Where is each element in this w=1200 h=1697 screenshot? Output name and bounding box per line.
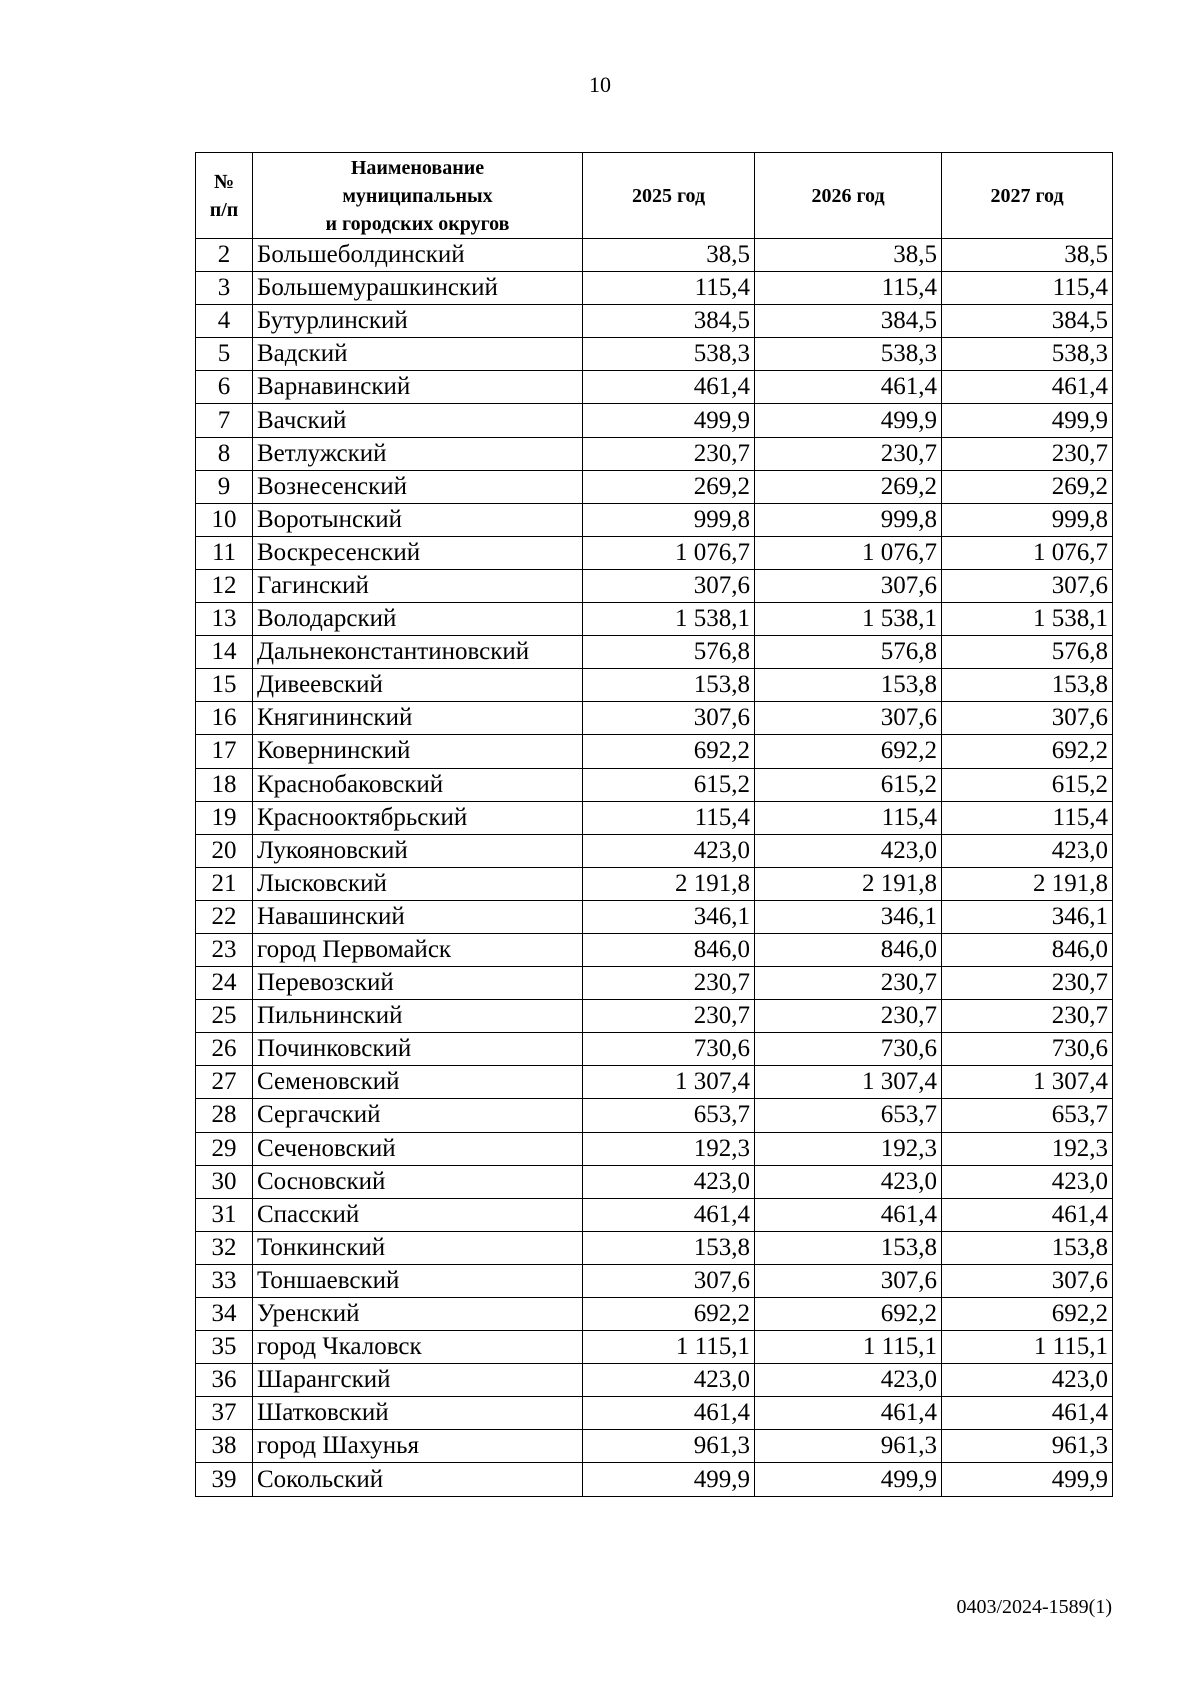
value-2025: 692,2: [583, 735, 755, 768]
row-number: 18: [196, 768, 253, 801]
value-2026: 576,8: [755, 636, 942, 669]
table-row: [196, 1463, 1113, 1496]
row-number: 16: [196, 702, 253, 735]
value-2027: 615,2: [942, 768, 1113, 801]
row-number: 23: [196, 933, 253, 966]
value-2027: 499,9: [942, 404, 1113, 437]
table-row: [196, 669, 1113, 702]
row-number: 8: [196, 437, 253, 470]
municipality-name: Сергачский: [253, 1099, 583, 1132]
value-2026: 961,3: [755, 1430, 942, 1463]
row-number: 24: [196, 967, 253, 1000]
value-2026: 692,2: [755, 1298, 942, 1331]
value-2025: 423,0: [583, 1364, 755, 1397]
table-row: [196, 702, 1113, 735]
municipality-name: Вознесенский: [253, 470, 583, 503]
row-number: 33: [196, 1264, 253, 1297]
row-number: 5: [196, 338, 253, 371]
table-row: [196, 470, 1113, 503]
value-2027: 999,8: [942, 503, 1113, 536]
value-2026: 461,4: [755, 1198, 942, 1231]
header-year-2026: 2026 год: [755, 153, 942, 239]
value-2025: 230,7: [583, 1000, 755, 1033]
value-2025: 653,7: [583, 1099, 755, 1132]
value-2027: 115,4: [942, 272, 1113, 305]
table-row: [196, 437, 1113, 470]
row-number: 7: [196, 404, 253, 437]
header-row: [196, 153, 1113, 239]
table-row: [196, 404, 1113, 437]
table-row: [196, 239, 1113, 272]
value-2025: 1 115,1: [583, 1331, 755, 1364]
municipality-name: Сеченовский: [253, 1132, 583, 1165]
municipality-name: Лысковский: [253, 867, 583, 900]
municipality-name: город Шахунья: [253, 1430, 583, 1463]
municipality-name: Дивеевский: [253, 669, 583, 702]
value-2025: 538,3: [583, 338, 755, 371]
row-number: 26: [196, 1033, 253, 1066]
municipality-name: Княгининский: [253, 702, 583, 735]
municipality-name: Бутурлинский: [253, 305, 583, 338]
row-number: 32: [196, 1231, 253, 1264]
table-row: [196, 967, 1113, 1000]
municipality-name: Навашинский: [253, 900, 583, 933]
table-row: [196, 834, 1113, 867]
row-number: 29: [196, 1132, 253, 1165]
document-code: 0403/2024-1589(1): [956, 1596, 1112, 1618]
value-2027: 1 076,7: [942, 536, 1113, 569]
value-2026: 423,0: [755, 834, 942, 867]
value-2027: 692,2: [942, 1298, 1113, 1331]
value-2026: 153,8: [755, 1231, 942, 1264]
municipality-name: Сосновский: [253, 1165, 583, 1198]
table-header: [196, 153, 1113, 239]
row-number: 20: [196, 834, 253, 867]
row-number: 39: [196, 1463, 253, 1496]
table-row: [196, 1000, 1113, 1033]
header-name-line: Наименование: [350, 156, 485, 179]
row-number: 10: [196, 503, 253, 536]
municipality-name: Вадский: [253, 338, 583, 371]
municipality-name: Ковернинский: [253, 735, 583, 768]
value-2027: 269,2: [942, 470, 1113, 503]
table-body: [196, 239, 1113, 1497]
row-number: 14: [196, 636, 253, 669]
value-2025: 38,5: [583, 239, 755, 272]
table-row: [196, 735, 1113, 768]
municipality-name: Семеновский: [253, 1066, 583, 1099]
municipality-name: Володарский: [253, 603, 583, 636]
value-2027: 461,4: [942, 371, 1113, 404]
value-2025: 269,2: [583, 470, 755, 503]
municipality-name: Дальнеконстантиновский: [253, 636, 583, 669]
table-row: [196, 338, 1113, 371]
value-2026: 192,3: [755, 1132, 942, 1165]
value-2025: 1 538,1: [583, 603, 755, 636]
value-2026: 1 076,7: [755, 536, 942, 569]
municipality-name: Краснооктябрьский: [253, 801, 583, 834]
row-number: 34: [196, 1298, 253, 1331]
row-number: 19: [196, 801, 253, 834]
municipality-name: Уренский: [253, 1298, 583, 1331]
value-2027: 384,5: [942, 305, 1113, 338]
page-number: 10: [589, 72, 611, 97]
value-2025: 423,0: [583, 834, 755, 867]
value-2025: 1 307,4: [583, 1066, 755, 1099]
value-2027: 499,9: [942, 1463, 1113, 1496]
row-number: 22: [196, 900, 253, 933]
value-2025: 1 076,7: [583, 536, 755, 569]
row-number: 36: [196, 1364, 253, 1397]
header-number-abbr: п/п: [209, 198, 239, 221]
value-2026: 346,1: [755, 900, 942, 933]
municipality-name: Сокольский: [253, 1463, 583, 1496]
municipality-name: Пильнинский: [253, 1000, 583, 1033]
row-number: 25: [196, 1000, 253, 1033]
table-row: [196, 371, 1113, 404]
value-2027: 153,8: [942, 1231, 1113, 1264]
municipality-name: город Первомайск: [253, 933, 583, 966]
row-number: 6: [196, 371, 253, 404]
table-row: [196, 768, 1113, 801]
value-2027: 153,8: [942, 669, 1113, 702]
value-2027: 423,0: [942, 1165, 1113, 1198]
value-2026: 692,2: [755, 735, 942, 768]
value-2026: 38,5: [755, 239, 942, 272]
table-row: [196, 1165, 1113, 1198]
municipality-name: город Чкаловск: [253, 1331, 583, 1364]
value-2025: 153,8: [583, 669, 755, 702]
value-2027: 692,2: [942, 735, 1113, 768]
row-number: 12: [196, 569, 253, 602]
value-2026: 461,4: [755, 371, 942, 404]
table-row: [196, 1066, 1113, 1099]
value-2027: 653,7: [942, 1099, 1113, 1132]
value-2026: 615,2: [755, 768, 942, 801]
value-2025: 499,9: [583, 1463, 755, 1496]
table-row: [196, 272, 1113, 305]
header-municipality-name: [253, 153, 583, 239]
value-2027: 230,7: [942, 967, 1113, 1000]
row-number: 37: [196, 1397, 253, 1430]
value-2026: 999,8: [755, 503, 942, 536]
value-2026: 269,2: [755, 470, 942, 503]
row-number: 11: [196, 536, 253, 569]
row-number: 31: [196, 1198, 253, 1231]
value-2027: 115,4: [942, 801, 1113, 834]
value-2027: 230,7: [942, 437, 1113, 470]
value-2027: 230,7: [942, 1000, 1113, 1033]
value-2026: 730,6: [755, 1033, 942, 1066]
municipality-name: Воротынский: [253, 503, 583, 536]
municipality-name: Краснобаковский: [253, 768, 583, 801]
municipality-name: Воскресенский: [253, 536, 583, 569]
row-number: 35: [196, 1331, 253, 1364]
header-number-symbol: №: [213, 170, 235, 193]
value-2027: 1 307,4: [942, 1066, 1113, 1099]
municipality-name: Варнавинский: [253, 371, 583, 404]
value-2025: 615,2: [583, 768, 755, 801]
table-row: [196, 1099, 1113, 1132]
table-row: [196, 636, 1113, 669]
value-2027: 730,6: [942, 1033, 1113, 1066]
value-2025: 230,7: [583, 437, 755, 470]
value-2025: 115,4: [583, 801, 755, 834]
value-2026: 538,3: [755, 338, 942, 371]
table-row: [196, 1331, 1113, 1364]
value-2025: 346,1: [583, 900, 755, 933]
value-2027: 1 115,1: [942, 1331, 1113, 1364]
value-2025: 576,8: [583, 636, 755, 669]
table-row: [196, 1397, 1113, 1430]
value-2026: 384,5: [755, 305, 942, 338]
table-row: [196, 1364, 1113, 1397]
value-2027: 461,4: [942, 1198, 1113, 1231]
value-2025: 999,8: [583, 503, 755, 536]
value-2026: 230,7: [755, 967, 942, 1000]
municipality-name: Большемурашкинский: [253, 272, 583, 305]
table-row: [196, 867, 1113, 900]
value-2026: 230,7: [755, 1000, 942, 1033]
value-2027: 38,5: [942, 239, 1113, 272]
value-2027: 307,6: [942, 702, 1113, 735]
row-number: 13: [196, 603, 253, 636]
header-year-2027: 2027 год: [942, 153, 1113, 239]
value-2026: 423,0: [755, 1364, 942, 1397]
table-row: [196, 1033, 1113, 1066]
value-2025: 153,8: [583, 1231, 755, 1264]
table-row: [196, 1298, 1113, 1331]
value-2026: 499,9: [755, 1463, 942, 1496]
value-2026: 1 307,4: [755, 1066, 942, 1099]
value-2025: 846,0: [583, 933, 755, 966]
row-number: 15: [196, 669, 253, 702]
value-2025: 730,6: [583, 1033, 755, 1066]
value-2025: 461,4: [583, 1198, 755, 1231]
value-2026: 115,4: [755, 272, 942, 305]
row-number: 3: [196, 272, 253, 305]
table-row: [196, 536, 1113, 569]
row-number: 30: [196, 1165, 253, 1198]
municipality-name: Ветлужский: [253, 437, 583, 470]
row-number: 4: [196, 305, 253, 338]
value-2025: 230,7: [583, 967, 755, 1000]
value-2025: 692,2: [583, 1298, 755, 1331]
value-2025: 192,3: [583, 1132, 755, 1165]
value-2027: 307,6: [942, 1264, 1113, 1297]
table-row: [196, 933, 1113, 966]
value-2025: 307,6: [583, 569, 755, 602]
value-2025: 961,3: [583, 1430, 755, 1463]
value-2025: 423,0: [583, 1165, 755, 1198]
table-row: [196, 1264, 1113, 1297]
table-row: [196, 569, 1113, 602]
value-2027: 961,3: [942, 1430, 1113, 1463]
municipality-name: Вачский: [253, 404, 583, 437]
value-2026: 653,7: [755, 1099, 942, 1132]
header-name-line: муниципальных: [342, 184, 493, 207]
value-2026: 1 115,1: [755, 1331, 942, 1364]
value-2026: 307,6: [755, 569, 942, 602]
value-2025: 115,4: [583, 272, 755, 305]
municipality-name: Тоншаевский: [253, 1264, 583, 1297]
value-2026: 153,8: [755, 669, 942, 702]
value-2027: 423,0: [942, 834, 1113, 867]
row-number: 17: [196, 735, 253, 768]
value-2027: 192,3: [942, 1132, 1113, 1165]
row-number: 27: [196, 1066, 253, 1099]
municipality-name: Гагинский: [253, 569, 583, 602]
value-2025: 2 191,8: [583, 867, 755, 900]
value-2025: 461,4: [583, 371, 755, 404]
table-row: [196, 603, 1113, 636]
municipality-name: Починковский: [253, 1033, 583, 1066]
table-row: [196, 1231, 1113, 1264]
value-2026: 230,7: [755, 437, 942, 470]
value-2027: 846,0: [942, 933, 1113, 966]
table-row: [196, 1430, 1113, 1463]
row-number: 2: [196, 239, 253, 272]
value-2026: 846,0: [755, 933, 942, 966]
row-number: 21: [196, 867, 253, 900]
row-number: 28: [196, 1099, 253, 1132]
table-row: [196, 1132, 1113, 1165]
table-row: [196, 503, 1113, 536]
municipality-name: Шарангский: [253, 1364, 583, 1397]
municipality-name: Перевозский: [253, 967, 583, 1000]
value-2027: 1 538,1: [942, 603, 1113, 636]
value-2026: 307,6: [755, 702, 942, 735]
value-2025: 307,6: [583, 702, 755, 735]
value-2027: 346,1: [942, 900, 1113, 933]
value-2025: 384,5: [583, 305, 755, 338]
value-2025: 499,9: [583, 404, 755, 437]
value-2027: 423,0: [942, 1364, 1113, 1397]
municipality-name: Большеболдинский: [253, 239, 583, 272]
header-name-line: и городских округов: [325, 212, 510, 235]
table-row: [196, 801, 1113, 834]
table-row: [196, 900, 1113, 933]
value-2027: 461,4: [942, 1397, 1113, 1430]
value-2026: 115,4: [755, 801, 942, 834]
header-year-2025: 2025 год: [583, 153, 755, 239]
value-2025: 461,4: [583, 1397, 755, 1430]
municipality-name: Шатковский: [253, 1397, 583, 1430]
value-2026: 423,0: [755, 1165, 942, 1198]
header-number: [196, 153, 253, 239]
municipality-name: Тонкинский: [253, 1231, 583, 1264]
value-2027: 2 191,8: [942, 867, 1113, 900]
municipality-name: Спасский: [253, 1198, 583, 1231]
value-2025: 307,6: [583, 1264, 755, 1297]
table-row: [196, 305, 1113, 338]
budget-table: [195, 152, 1113, 1497]
value-2026: 499,9: [755, 404, 942, 437]
value-2027: 576,8: [942, 636, 1113, 669]
value-2026: 2 191,8: [755, 867, 942, 900]
value-2026: 307,6: [755, 1264, 942, 1297]
value-2026: 1 538,1: [755, 603, 942, 636]
value-2026: 461,4: [755, 1397, 942, 1430]
row-number: 38: [196, 1430, 253, 1463]
table-row: [196, 1198, 1113, 1231]
row-number: 9: [196, 470, 253, 503]
municipality-name: Лукояновский: [253, 834, 583, 867]
value-2027: 538,3: [942, 338, 1113, 371]
value-2027: 307,6: [942, 569, 1113, 602]
